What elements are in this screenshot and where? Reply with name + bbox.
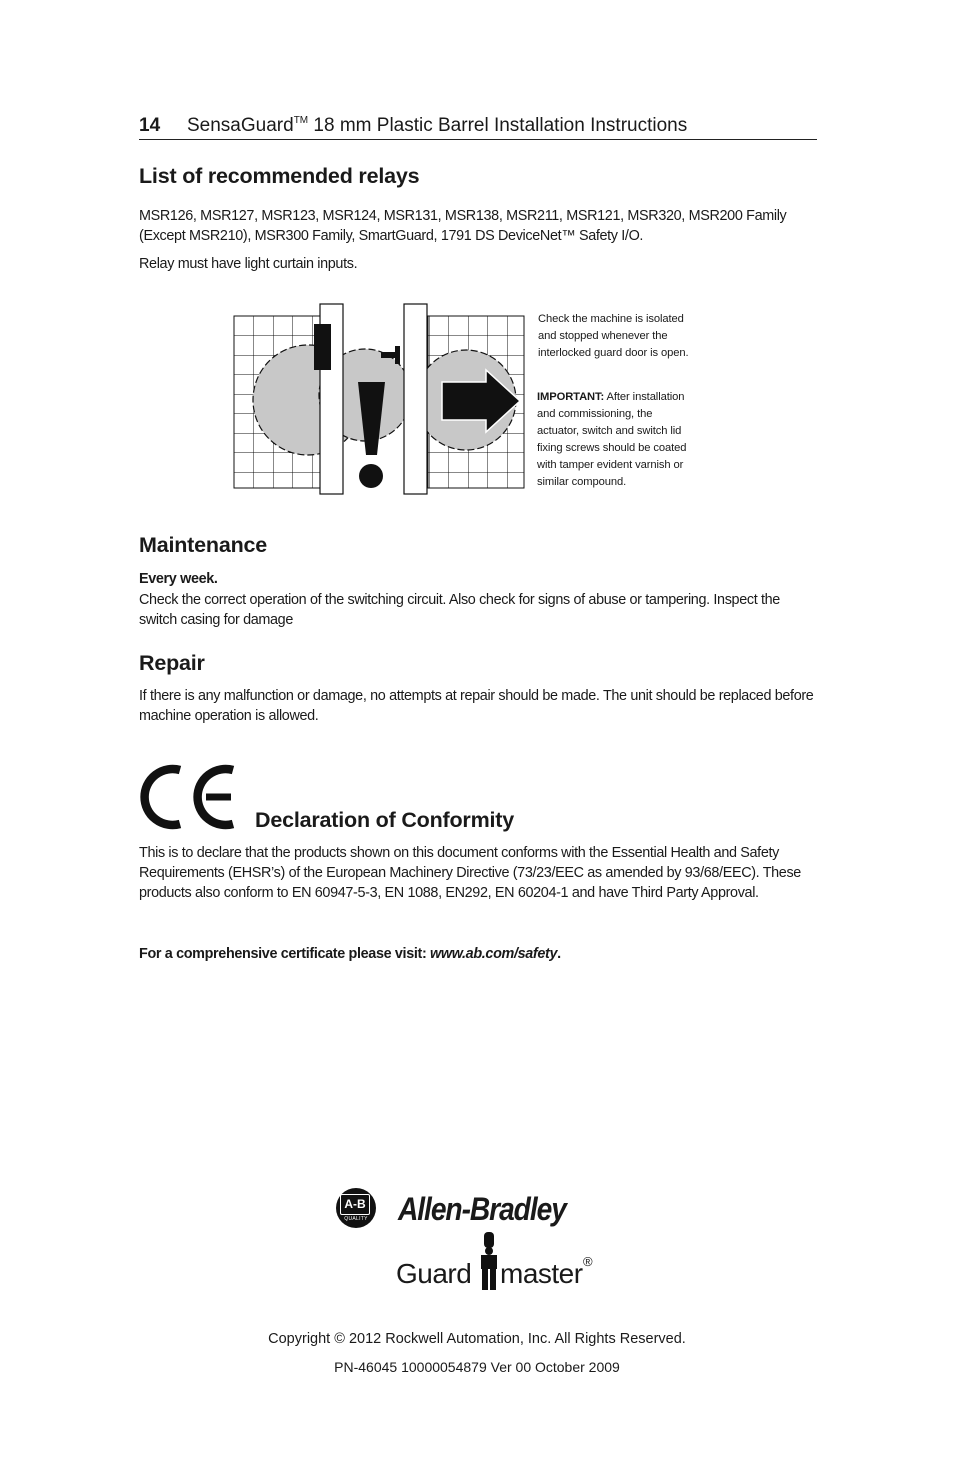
allen-bradley-wordmark: Allen-Bradley	[398, 1191, 566, 1227]
part-number: PN-46045 10000054879 Ver 00 October 2009	[334, 1359, 620, 1375]
ab-badge-logo: A-B QUALITY	[336, 1188, 376, 1228]
page-number: 14	[139, 115, 161, 136]
relays-heading: List of recommended relays	[139, 164, 420, 188]
actuator-head	[395, 346, 400, 364]
callout-important: IMPORTANT: After installation and commissioning, the actuator, switch and switch lid fixing screws should be coated with tamper evident varnish or similar compound.	[537, 391, 687, 488]
interlock-switch	[314, 324, 331, 370]
warning-exclamation-icon	[358, 382, 385, 455]
guardmaster-wordmark-left: Guard	[396, 1258, 472, 1289]
repair-text: If there is any malfunction or damage, no attempts at repair should be made. The unit should be replaced before machine operation is allowed.	[139, 688, 814, 724]
document-title: SensaGuard™ 18 mm Plastic Barrel Installation Instructions	[187, 115, 688, 136]
door-post-right	[404, 304, 427, 494]
certificate-link[interactable]: www.ab.com/safety	[430, 946, 558, 962]
copyright-notice: Copyright © 2012 Rockwell Automation, Inc. All Rights Reserved.	[268, 1331, 686, 1347]
callout-check-machine: Check the machine is isolated and stopped whenever the interlocked guard door is open.	[538, 313, 689, 359]
relays-list: MSR126, MSR127, MSR123, MSR124, MSR131, MSR138, MSR211, MSR121, MSR320, MSR200 Family (Except MSR210), MSR300 Family, SmartGuard, 1791 DS DeviceNet™ Safety I/O.	[139, 208, 787, 244]
maintenance-text: Check the correct operation of the switching circuit. Also check for signs of abuse or tampering. Inspect the switch casing for damage	[139, 592, 780, 628]
registered-mark: ®	[583, 1254, 593, 1269]
page-header	[139, 113, 817, 140]
guardmaster-wordmark-right: master	[500, 1258, 583, 1289]
repair-heading: Repair	[139, 651, 205, 675]
maintenance-heading: Maintenance	[139, 533, 268, 557]
declaration-heading: Declaration of Conformity	[255, 808, 514, 832]
guardsman-icon	[478, 1232, 500, 1290]
guard-door-illustration	[230, 300, 530, 496]
certificate-note: For a comprehensive certificate please visit: www.ab.com/safety.	[139, 946, 561, 962]
declaration-text: This is to declare that the products shown on this document conforms with the Essential Health and Safety Requirements (EHSR’s) of the European Machinery Directive (73/23/EEC as amended by 93/68/EEC). These products also conform to EN 60947-5-3, EN 1088, EN292, EN 60204-1 and have Third Party Approval.	[139, 845, 801, 901]
ce-mark-logo	[140, 762, 240, 832]
relays-note: Relay must have light curtain inputs.	[139, 256, 358, 272]
maintenance-frequency: Every week.	[139, 571, 218, 587]
